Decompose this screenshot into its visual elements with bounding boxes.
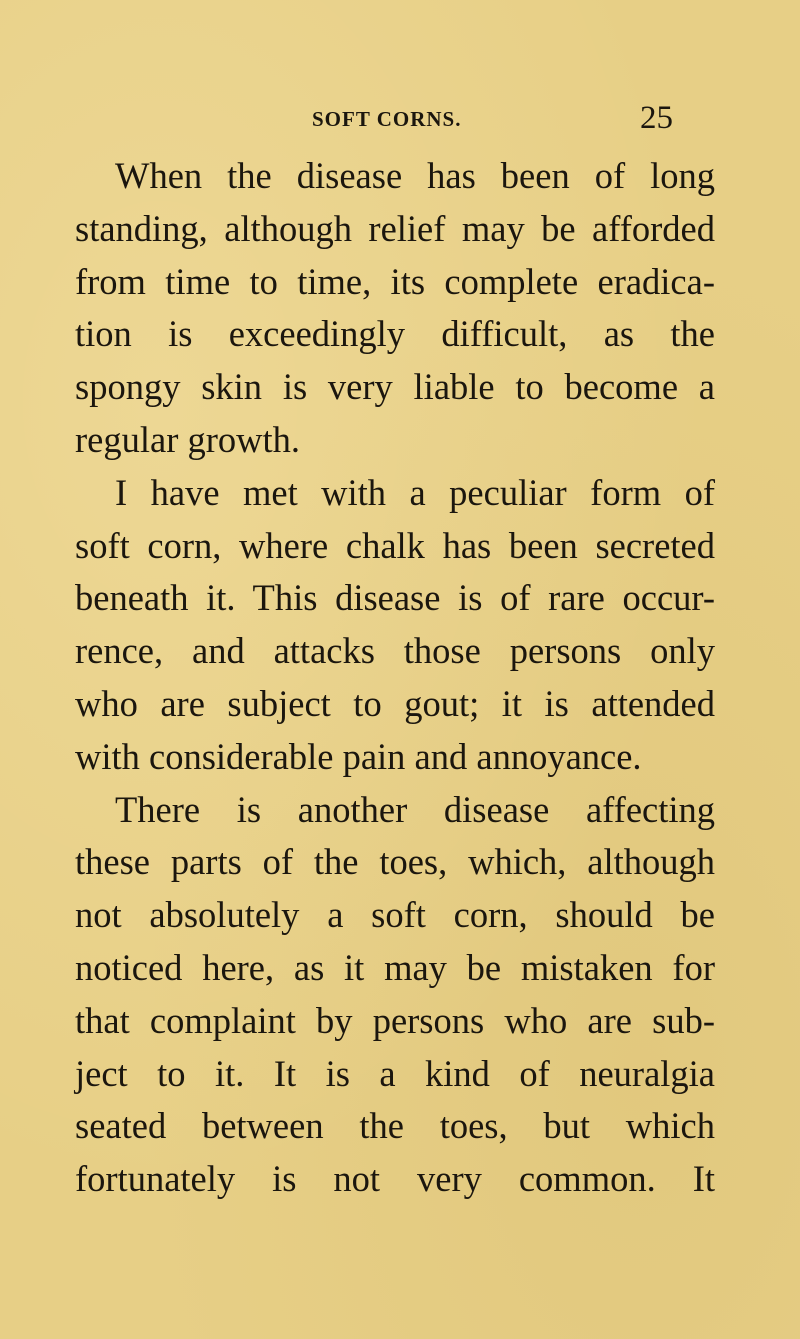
text-line: soft corn, where chalk has been secreted — [75, 524, 715, 566]
text-line: I have met with a peculiar form of — [115, 471, 715, 513]
text-line: noticed here, as it may be mistaken for — [75, 946, 715, 988]
body-text — [75, 150, 715, 1206]
running-title: SOFT CORNS. — [312, 107, 462, 131]
running-head — [0, 100, 800, 144]
text-line: When the disease has been of long — [115, 155, 715, 196]
text-line: spongy skin is very liable to become a — [75, 366, 715, 408]
text-line: beneath it. This disease is of rare occur- — [75, 577, 715, 619]
text-line: these parts of the toes, which, although — [75, 841, 715, 883]
text-line: fortunately is not very common. It — [75, 1158, 715, 1200]
text-line: There is another disease affecting — [115, 788, 715, 830]
text-line: with considerable pain and annoyance. — [75, 735, 642, 777]
text-line: from time to time, its complete eradica- — [75, 260, 715, 302]
page-number: 25 — [640, 100, 673, 136]
text-line: tion is exceedingly difficult, as the — [75, 313, 715, 355]
text-line: standing, although relief may be afforded — [75, 207, 715, 249]
text-line: not absolutely a soft corn, should be — [75, 894, 715, 936]
text-line: ject to it. It is a kind of neuralgia — [75, 1052, 715, 1094]
text-line: seated between the toes, but which — [75, 1105, 715, 1147]
text-line: that complaint by persons who are sub- — [75, 999, 715, 1041]
text-line: who are subject to gout; it is attended — [75, 682, 715, 724]
text-line: regular growth. — [75, 418, 301, 460]
text-line: rence, and attacks those persons only — [75, 630, 715, 672]
